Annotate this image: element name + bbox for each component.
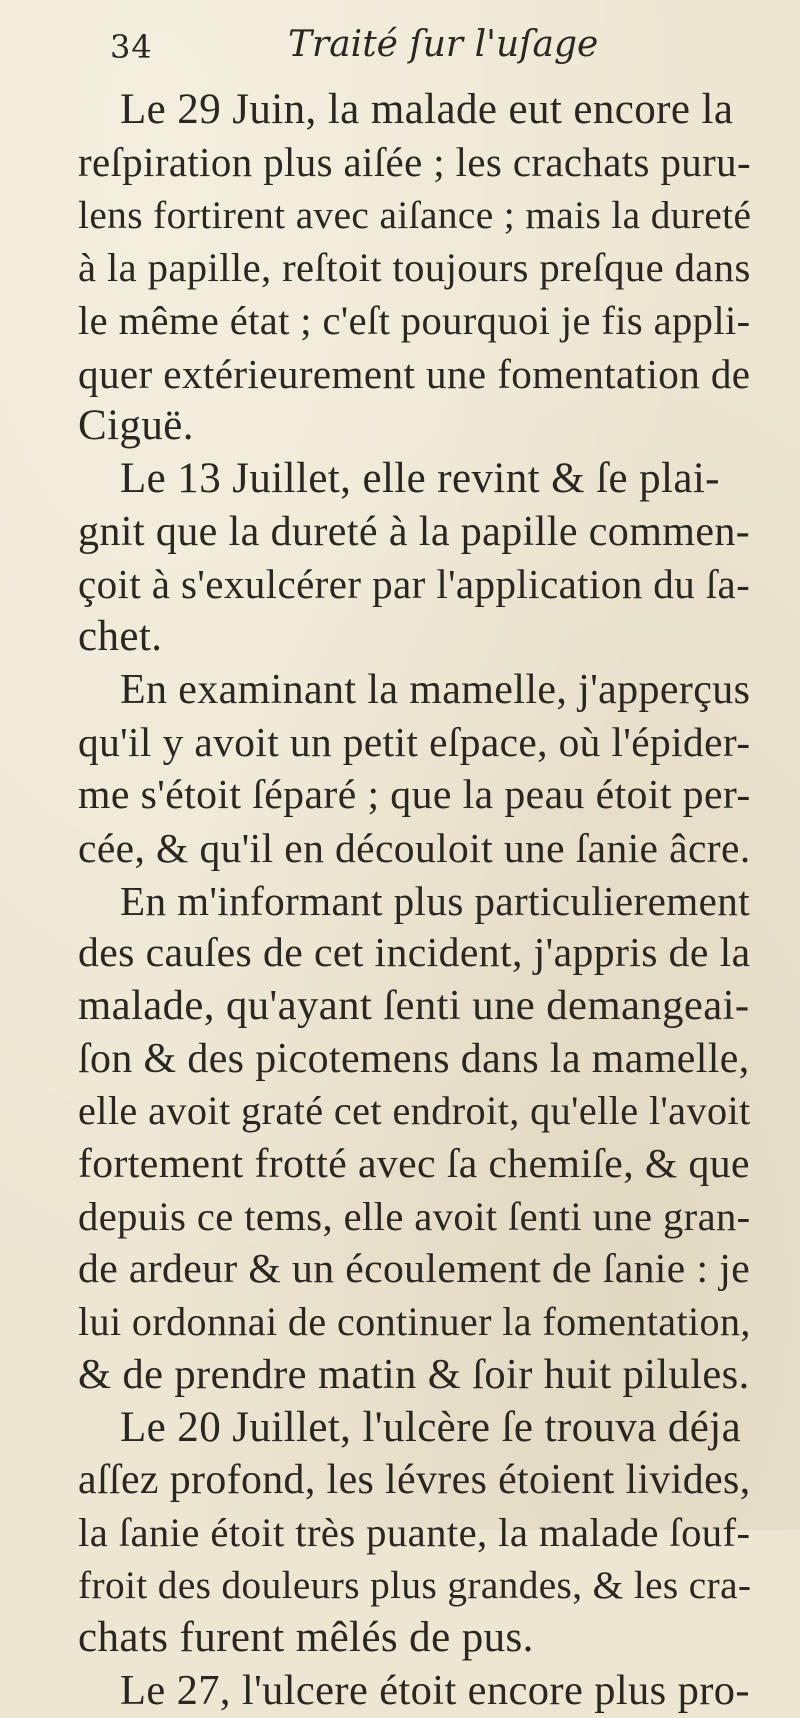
text-line: depuis ce tems, elle avoit ſenti une gran- [78, 1193, 751, 1239]
body-text [78, 84, 750, 1718]
text-line: à la papille, reſtoit toujours preſque dans [78, 245, 751, 291]
text-line: & de prendre matin & ſoir huit pilules. [78, 1350, 750, 1398]
text-line: lui ordonnai de continuer la fomentation, [78, 1299, 751, 1345]
text-line: qu'il y avoit un petit eſpace, où l'épider- [78, 719, 751, 766]
text-line: reſpiration plus aiſée ; les crachats puru- [78, 139, 751, 185]
text-line: Le 27, l'ulcere étoit encore plus pro- [120, 1667, 750, 1715]
text-line: ſon & des picotemens dans la mamelle, [78, 1035, 750, 1082]
text-line: gnit que la dureté à la papille commen- [78, 508, 751, 555]
running-title: Traité ſur l'uſage [288, 24, 599, 65]
text-line: des cauſes de cet incident, j'appris de la [78, 930, 751, 977]
text-line: Ciguë. [78, 402, 194, 450]
text-line: malade, qu'ayant ſenti une demangeai- [78, 981, 750, 1029]
text-line: En examinant la mamelle, j'apperçus [120, 666, 751, 713]
text-line: aſſez profond, les lévres étoient livides, [78, 1457, 751, 1504]
text-line: quer extérieurement une fomentation de [78, 350, 751, 397]
text-line: la ſanie étoit très puante, la malade ſouf- [78, 1509, 751, 1555]
text-line: elle avoit graté cet endroit, qu'elle l'avoit [78, 1088, 751, 1134]
text-line: chet. [78, 613, 163, 661]
text-line: de ardeur & un écoulement de ſanie : je [78, 1246, 751, 1293]
text-line: le même état ; c'eſt pourquoi je fis appli- [78, 297, 751, 343]
text-line: cée, & qu'il en découloit une ſanie âcre. [78, 824, 751, 871]
text-line: me s'étoit ſéparé ; que la peau étoit per- [78, 772, 751, 819]
text-line: fortement frotté avec ſa chemiſe, & que [78, 1141, 750, 1188]
text-line: Le 13 Juillet, elle revint & ſe plai- [120, 454, 720, 502]
running-head [78, 24, 750, 84]
text-line: Le 20 Juillet, l'ulcère ſe trouva déja [120, 1403, 742, 1451]
text-line: chats furent mêlés de pus. [78, 1614, 534, 1662]
text-line: En m'informant plus particulierement [120, 877, 751, 924]
text-line: froit des douleurs plus grandes, & les cra- [78, 1563, 752, 1607]
text-line: çoit à s'exulcérer par l'application du ſa- [78, 561, 751, 608]
page-number: 34 [110, 28, 153, 66]
text-line: lens fortirent avec aiſance ; mais la dureté [78, 193, 752, 238]
text-line: Le 29 Juin, la malade eut encore la [120, 86, 734, 133]
